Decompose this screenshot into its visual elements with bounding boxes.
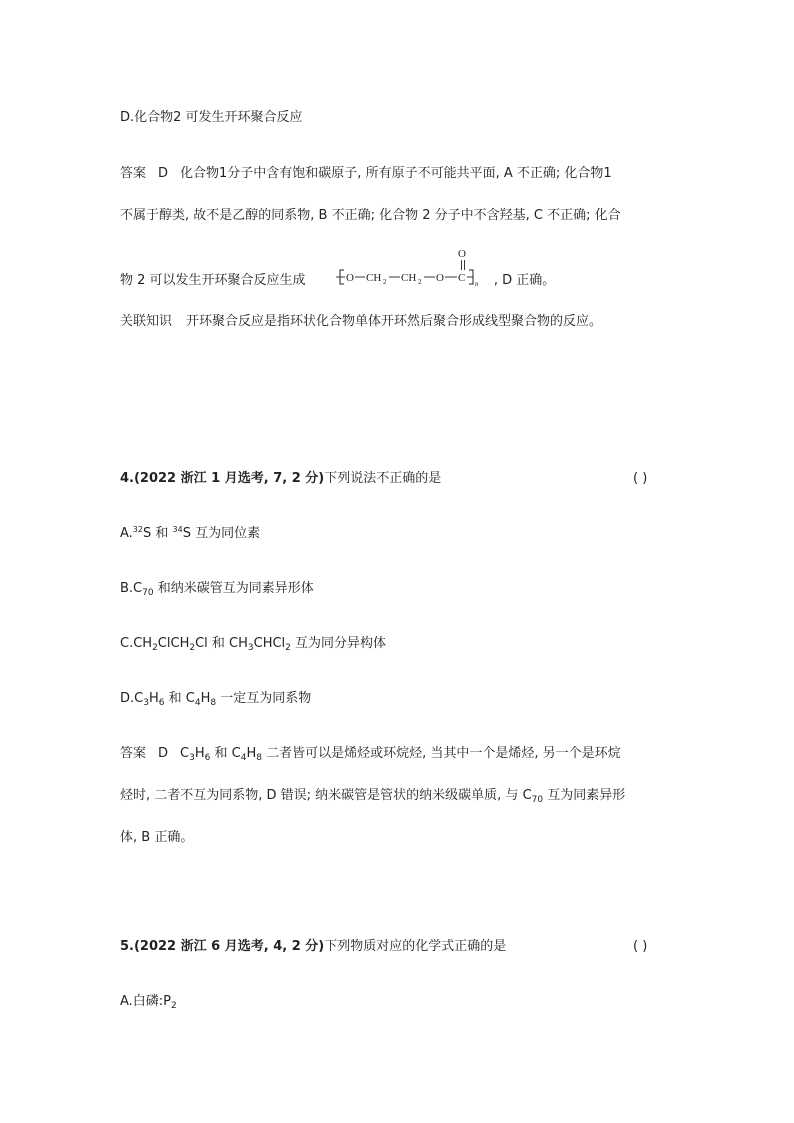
text: 和纳米碳管互为同素异形体 <box>153 581 314 596</box>
subscript-n: n <box>475 280 479 288</box>
text: 一定互为同系物 <box>216 691 312 706</box>
text: S 和 <box>142 526 173 541</box>
subscript: 2 <box>189 643 196 653</box>
subscript: 6 <box>158 698 165 708</box>
answer-label: 答案 <box>120 746 147 761</box>
text: A.白磷:P <box>120 994 172 1009</box>
related-knowledge <box>120 314 602 330</box>
related-text: 开环聚合反应是指环状化合物单体开环然后聚合形成线型聚合物的反应。 <box>186 314 603 329</box>
text: A. <box>120 526 133 541</box>
related-label: 关联知识 <box>120 314 173 329</box>
subscript: 2 <box>152 643 158 653</box>
polymer-structure-formula <box>336 238 516 294</box>
text: 和 C <box>210 746 241 761</box>
subscript-2: 2 <box>383 278 387 286</box>
text: D.C <box>120 691 144 706</box>
q4-option-b <box>120 581 314 597</box>
subscript: 6 <box>204 753 211 763</box>
q4-answer-line-1 <box>120 746 621 762</box>
answer-key: D <box>158 166 169 181</box>
q4-option-d <box>120 691 311 707</box>
q5-answer-blank: ( ) <box>633 939 648 954</box>
text: B.C <box>120 581 143 596</box>
atom-o-top: O <box>458 248 466 260</box>
q3-answer-line-2: 不属于醇类, 故不是乙醇的同系物, B 不正确; 化合物 2 分子中不含羟基, C 不正确; 化合 <box>120 208 621 223</box>
question-text: 下列物质对应的化学式正确的是 <box>324 939 507 954</box>
subscript: 70 <box>531 795 544 805</box>
subscript: 8 <box>210 698 217 708</box>
group-ch2-b: CH <box>401 272 417 284</box>
text: 互为同素异形 <box>543 788 626 803</box>
subscript: 8 <box>256 753 262 763</box>
answer-label: 答案 <box>120 166 147 181</box>
text: ClCH <box>157 636 190 651</box>
subscript: 4 <box>194 698 201 708</box>
explanation-text: 物 2 可以发生开环聚合反应生成 <box>120 273 306 288</box>
answer-key: D <box>158 746 169 761</box>
explanation-text: 化合物1分子中含有饱和碳原子, 所有原子不可能共平面, A 不正确; 化合物1 <box>180 166 612 181</box>
text: S 互为同位素 <box>182 526 261 541</box>
q4-option-a <box>120 526 260 542</box>
atom-o2: O <box>436 272 444 284</box>
subscript: 3 <box>143 698 149 708</box>
subscript-2: 2 <box>418 278 422 286</box>
explanation-text: , D 正确。 <box>493 273 556 288</box>
text: H <box>194 746 205 761</box>
q4-stem <box>120 471 441 487</box>
subscript: 3 <box>247 643 254 653</box>
text: H <box>148 691 159 706</box>
subscript: 70 <box>142 588 154 598</box>
text: 烃时, 二者不互为同系物, D 错误; 纳米碳管是管状的纳米级碳单质, 与 C <box>120 788 532 803</box>
q4-answer-line-2 <box>120 788 625 804</box>
mass-number: 34 <box>172 525 183 534</box>
q5-option-a <box>120 994 177 1010</box>
q4-answer-line-3: 体, B 正确。 <box>120 830 194 845</box>
q4-answer-blank: ( ) <box>633 471 648 486</box>
q4-option-c <box>120 636 386 652</box>
mass-number: 32 <box>132 525 143 534</box>
text: C <box>180 746 190 761</box>
question-text: 下列说法不正确的是 <box>324 471 442 486</box>
subscript: 3 <box>189 753 195 763</box>
text: 和 C <box>164 691 195 706</box>
q3-option-d: D.化合物2 可发生开环聚合反应 <box>120 110 303 125</box>
text: H <box>200 691 211 706</box>
q5-stem <box>120 939 506 955</box>
question-source: 4.(2022 浙江 1 月选考, 7, 2 分) <box>120 471 325 486</box>
text: 二者皆可以是烯烃或环烷烃, 当其中一个是烯烃, 另一个是环烷 <box>261 746 621 761</box>
text: CHCl <box>253 636 286 651</box>
text: 互为同分异构体 <box>290 636 387 651</box>
q3-answer-line-1 <box>120 166 612 182</box>
text: Cl 和 CH <box>195 636 248 651</box>
atom-o1: O <box>346 272 354 284</box>
subscript: 4 <box>240 753 247 763</box>
text: C.CH <box>120 636 153 651</box>
subscript: 2 <box>171 1001 177 1011</box>
subscript: 2 <box>285 643 291 653</box>
question-source: 5.(2022 浙江 6 月选考, 4, 2 分) <box>120 939 325 954</box>
text: H <box>246 746 257 761</box>
group-ch2-a: CH <box>366 272 382 284</box>
atom-c: C <box>458 272 466 284</box>
